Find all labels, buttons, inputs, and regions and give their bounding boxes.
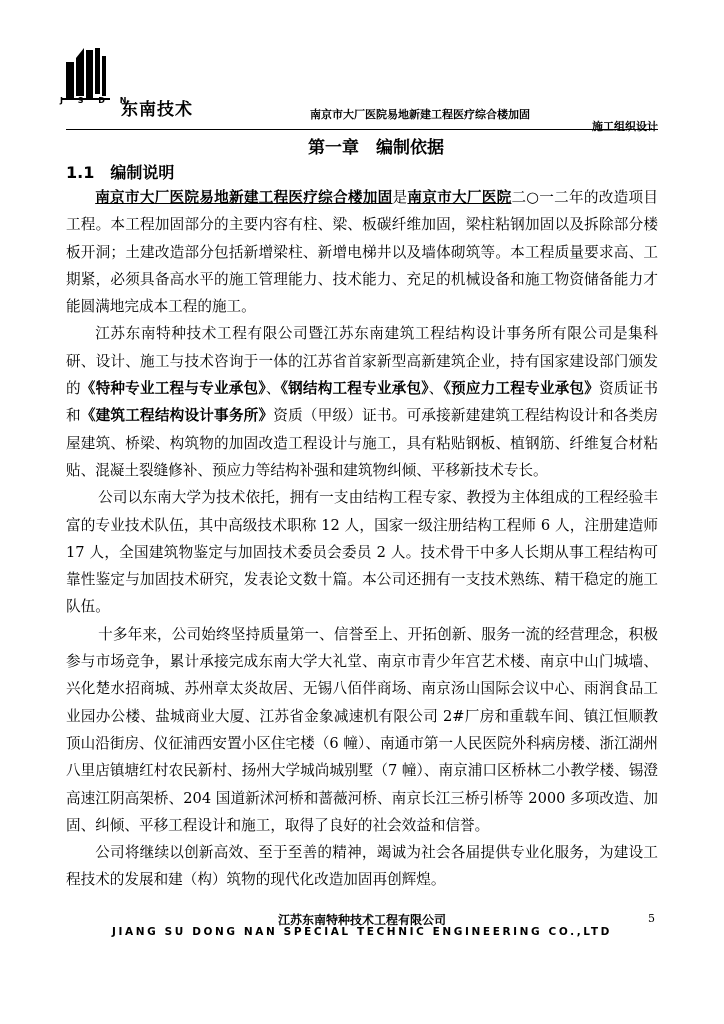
footer-english-name: JIANG SU DONG NAN SPECIAL TECHNIC ENGINEERING CO.,LTD: [112, 926, 612, 938]
logo-building-icon: [60, 44, 122, 100]
certificate-2: 《钢结构工程专业承包》: [280, 380, 429, 398]
certificate-3: 《预应力工程专业承包》: [443, 380, 599, 398]
project-name: 南京市大厂医院易地新建工程医疗综合楼加固: [95, 189, 393, 206]
page-number: 5: [648, 912, 655, 925]
certificate-1: 《特种专业工程与专业承包》: [80, 380, 266, 398]
header-project-title: 南京市大厂医院易地新建工程医疗综合楼加固: [310, 108, 530, 121]
text-run: 资质（甲级）证书。可承接新建建筑工程结构设计和各类房屋建筑、桥梁、构筑物的加固改造工程设计与施工，具有粘贴钢板、植钢筋、纤维复合材粘贴、混凝土裂缝修补、预应力等结构补强和建筑物纠倾、平移新技术专长。: [66, 407, 658, 479]
text-run: 二○一二年的改造项目工程。本工程加固部分的主要内容有柱、梁、板碳纤维加固，梁柱粘钢加固以及拆除部分楼板开洞；土建改造部分包括新增梁柱、新增电梯井以及墙体砌筑等。本工程质量要求高、工期紧，必须具备高水平的施工管理能力、技术能力、充足的机械设备和施工物资储备能力才能圆满地完成本工程的施工。: [66, 189, 658, 316]
text-run: 江苏东南特种技术工程有限公司暨江苏东南建筑工程结构设计事务所有限公司是集科研、设计、施工与技术咨询于一体的江苏省首家新型高新建筑企业，持有国家建设部门颁发的: [66, 325, 658, 398]
text-run: 是: [392, 189, 408, 206]
header-divider: [66, 129, 658, 130]
certificate-4: 《建筑工程结构设计事务所》: [80, 407, 274, 425]
chapter-title: 第一章 编制依据: [308, 138, 444, 158]
text-run: 资质证书和: [66, 380, 658, 425]
paragraph-4: 十多年来，公司始终坚持质量第一、信誉至上、开拓创新、服务一流的经营理念，积极参与市场竞争，累计承接完成东南大学大礼堂、南京市青少年宫艺术楼、南京中山门城墙、兴化楚水招商城、苏州章太炎故居、无锡八佰伴商场、南京汤山国际会议中心、雨润食品工业园办公楼、盐城商业大厦、江苏省金象减速机有限公司 2#厂房和重载车间、镇江恒顺教顶山沿街房、仪征浦西安置小区住宅楼（6 幢）、南通市第一人民医院外科病房楼、浙江湖州八里店镇塘红村农民新村、扬州大学城尚城别墅（7 幢）、南京浦口区桥林二小教学楼、锡澄高速江阴高架桥、204 国道新沭河桥和蔷薇河桥、南京长江三桥引桥等 2000 多项改造、加固、纠倾、平移工程设计和施工，取得了良好的社会效益和信誉。: [66, 625, 658, 834]
paragraph-3: 公司以东南大学为技术依托，拥有一支由结构工程专家、教授为主体组成的工程经验丰富的专业技术队伍，其中高级技术职称 12 人，国家一级注册结构工程师 6 人，注册建造师 17 人，全国建筑物鉴定与加固技术委员会委员 2 人。技术骨干中多人长期从事工程结构可靠性鉴定与加固技术研究，发表论文数十篇。本公司还拥有一支技术熟练、精干稳定的施工队伍。: [66, 489, 658, 616]
footer-company: 江苏东南特种技术工程有限公司: [277, 913, 446, 927]
header-doc-type: 施工组织设计: [592, 120, 658, 133]
logo-letters: J S D N: [60, 96, 133, 105]
paragraph-2: [66, 320, 658, 484]
client-name: 南京市大厂医院: [407, 189, 512, 206]
section-title: 1.1 编制说明: [66, 163, 175, 182]
paragraph-5: 公司将继续以创新高效、至于至善的精神，竭诚为社会各届提供专业化服务，为建设工程技术的发展和建（构）筑物的现代化改造加固再创辉煌。: [66, 844, 658, 889]
company-logo: [60, 44, 133, 114]
body-text: [66, 184, 658, 894]
brand-name: 东南技术: [121, 100, 193, 120]
text-run: 、: [265, 380, 281, 398]
paragraph-1: [66, 184, 658, 320]
text-run: 、: [428, 380, 444, 398]
